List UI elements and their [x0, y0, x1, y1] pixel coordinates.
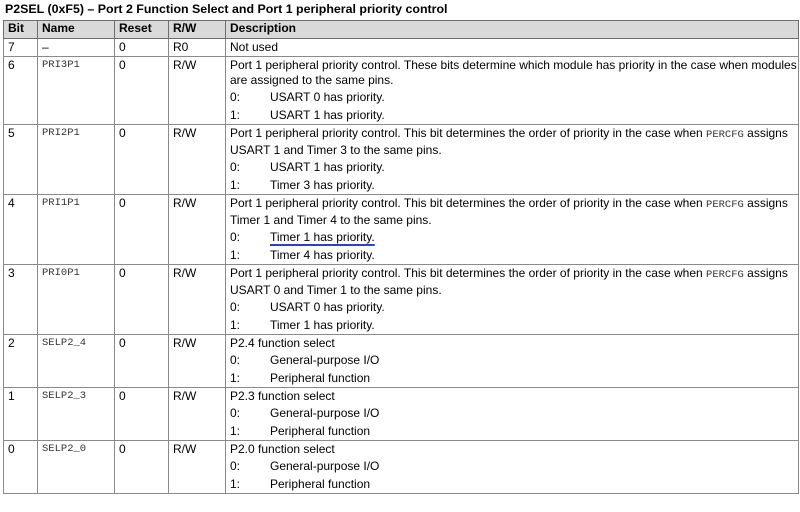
option-text: Peripheral function [270, 371, 371, 385]
option-row [230, 475, 798, 493]
description-text: P2.4 function select [230, 336, 335, 350]
header-reset: Reset [115, 21, 169, 39]
option-row [230, 404, 798, 422]
option-row [230, 316, 798, 334]
option-text: Timer 3 has priority. [270, 178, 375, 192]
bit-cell: 7 [4, 39, 38, 57]
name-cell: SELP2_4 [38, 335, 115, 388]
header-description: Description [226, 21, 799, 39]
description-text [230, 126, 798, 158]
bit-cell: 6 [4, 57, 38, 125]
option-row [230, 88, 798, 106]
reset-cell: 0 [115, 195, 169, 265]
description-text: Port 1 peripheral priority control. These bits determine which module has priority in the case when modules are assigned to the same pins. [230, 58, 797, 87]
option-value: 1: [230, 178, 241, 192]
header-name: Name [38, 21, 115, 39]
description-pre: Port 1 peripheral priority control. This bit determines the order of priority in the case when [230, 196, 707, 210]
option-value: 1: [230, 424, 241, 438]
table-row [4, 57, 799, 125]
option-text-highlighted: Timer 1 has priority. [270, 230, 375, 244]
rw-cell: R/W [169, 57, 226, 125]
option-row [230, 228, 798, 246]
table-row [4, 265, 799, 335]
option-value: 0: [230, 353, 241, 367]
option-text: General-purpose I/O [270, 406, 380, 420]
percfg-code: PERCFG [706, 269, 744, 281]
bit-cell: 4 [4, 195, 38, 265]
name-cell: SELP2_0 [38, 441, 115, 494]
header-bit: Bit [4, 21, 38, 39]
description-pre: Port 1 peripheral priority control. This bit determines the order of priority in the case when [230, 266, 707, 280]
description-cell [226, 441, 799, 494]
option-value: 1: [230, 477, 241, 491]
bit-cell: 0 [4, 441, 38, 494]
rw-cell: R/W [169, 265, 226, 335]
option-row [230, 158, 798, 176]
description-post: assigns USART 0 and Timer 1 to the same pins. [230, 266, 788, 297]
table-row [4, 441, 799, 494]
reset-cell: 0 [115, 57, 169, 125]
option-row [230, 351, 798, 369]
option-text: General-purpose I/O [270, 459, 380, 473]
description-cell [226, 195, 799, 265]
rw-cell: R/W [169, 441, 226, 494]
description-cell [226, 335, 799, 388]
description-text [230, 266, 798, 298]
name-cell: PRI0P1 [38, 265, 115, 335]
description-post: assigns USART 1 and Timer 3 to the same pins. [230, 126, 788, 157]
table-row [4, 195, 799, 265]
description-cell [226, 57, 799, 125]
reset-cell: 0 [115, 125, 169, 195]
bit-cell: 1 [4, 388, 38, 441]
rw-cell: R0 [169, 39, 226, 57]
reset-cell: 0 [115, 441, 169, 494]
option-row [230, 457, 798, 475]
header-rw: R/W [169, 21, 226, 39]
option-value: 0: [230, 459, 241, 473]
percfg-code: PERCFG [706, 199, 744, 211]
option-text: Timer 1 has priority. [270, 318, 375, 332]
rw-cell: R/W [169, 335, 226, 388]
name-cell: SELP2_3 [38, 388, 115, 441]
table-row [4, 39, 799, 57]
option-row [230, 106, 798, 124]
option-text: USART 1 has priority. [270, 108, 385, 122]
option-value: 0: [230, 90, 241, 104]
option-value: 1: [230, 371, 241, 385]
description-post: assigns Timer 1 and Timer 4 to the same pins. [230, 196, 788, 227]
bit-cell: 5 [4, 125, 38, 195]
option-text: Timer 4 has priority. [270, 248, 375, 262]
bit-cell: 2 [4, 335, 38, 388]
option-value: 0: [230, 160, 241, 174]
register-title: P2SEL (0xF5) – Port 2 Function Select and Port 1 peripheral priority control [5, 2, 448, 16]
description-cell [226, 388, 799, 441]
option-text: General-purpose I/O [270, 353, 380, 367]
reset-cell: 0 [115, 39, 169, 57]
reset-cell: 0 [115, 388, 169, 441]
header-row [4, 21, 799, 39]
register-table [3, 20, 799, 494]
reset-cell: 0 [115, 335, 169, 388]
table-row [4, 388, 799, 441]
option-text: Peripheral function [270, 424, 371, 438]
name-cell: PRI2P1 [38, 125, 115, 195]
rw-cell: R/W [169, 195, 226, 265]
option-value: 1: [230, 318, 241, 332]
percfg-code: PERCFG [706, 129, 744, 141]
reset-cell: 0 [115, 265, 169, 335]
description-pre: Port 1 peripheral priority control. This bit determines the order of priority in the case when [230, 126, 707, 140]
option-row [230, 298, 798, 316]
option-text: USART 0 has priority. [270, 90, 385, 104]
option-value: 1: [230, 108, 241, 122]
option-text: Peripheral function [270, 477, 371, 491]
option-row [230, 176, 798, 194]
option-value: 0: [230, 406, 241, 420]
name-cell: PRI3P1 [38, 57, 115, 125]
table-row [4, 335, 799, 388]
table-row [4, 125, 799, 195]
description-cell: Not used [226, 39, 799, 57]
description-cell [226, 125, 799, 195]
option-value: 0: [230, 230, 241, 244]
name-cell: – [38, 39, 115, 57]
name-cell: PRI1P1 [38, 195, 115, 265]
option-text: USART 1 has priority. [270, 160, 385, 174]
option-text: USART 0 has priority. [270, 300, 385, 314]
option-row [230, 422, 798, 440]
option-row [230, 369, 798, 387]
option-row [230, 246, 798, 264]
description-text [230, 196, 798, 228]
description-text: P2.0 function select [230, 442, 335, 456]
option-value: 1: [230, 248, 241, 262]
option-value: 0: [230, 300, 241, 314]
rw-cell: R/W [169, 388, 226, 441]
description-cell [226, 265, 799, 335]
bit-cell: 3 [4, 265, 38, 335]
description-text: P2.3 function select [230, 389, 335, 403]
rw-cell: R/W [169, 125, 226, 195]
